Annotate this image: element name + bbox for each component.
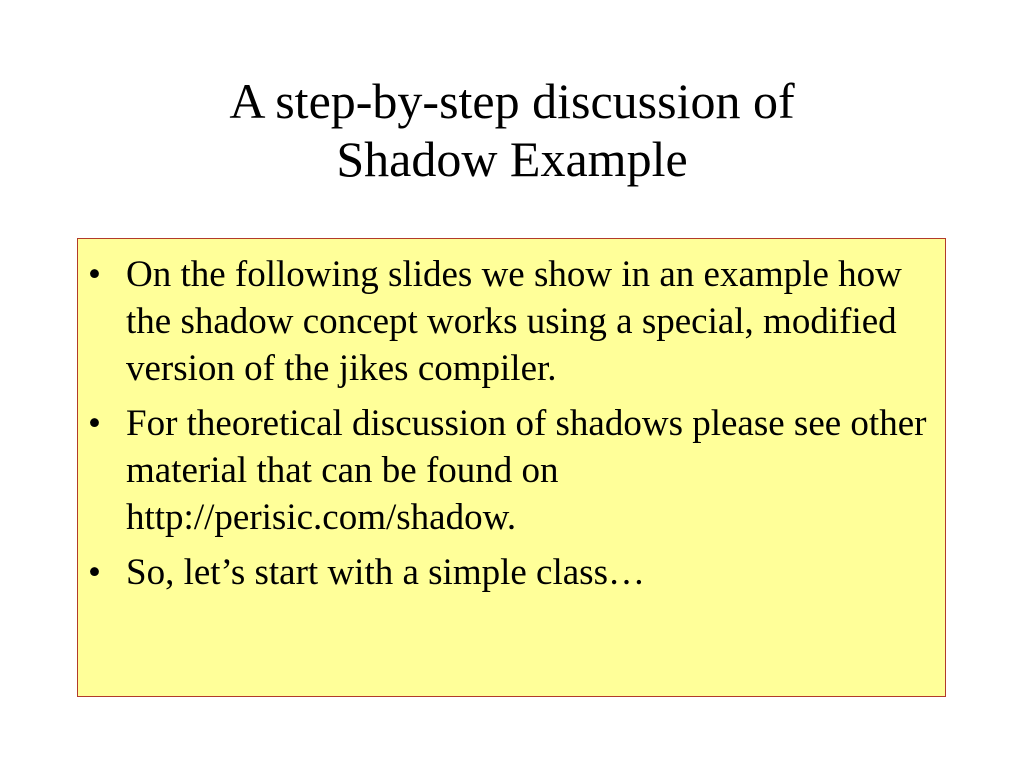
bullet-text: So, let’s start with a simple class…	[126, 552, 645, 593]
content-box	[77, 238, 946, 697]
bullet-list	[78, 239, 945, 596]
bullet-item-theoretical-discussion	[78, 400, 945, 541]
slide-title-line-1: A step-by-step discussion of	[229, 73, 795, 129]
bullet-dot-icon: •	[88, 254, 101, 295]
slide-title-line-2: Shadow Example	[336, 131, 688, 187]
bullet-dot-icon: •	[88, 552, 101, 593]
bullet-text: On the following slides we show in an example how the shadow concept works using a special, modified version of the jikes compiler.	[126, 254, 902, 389]
bullet-item-simple-class	[78, 549, 945, 596]
bullet-item-following-slides	[78, 251, 945, 392]
bullet-dot-icon: •	[88, 403, 101, 444]
slide-title	[60, 72, 964, 188]
bullet-text: For theoretical discussion of shadows please see other material that can be found on http://perisic.com/shadow.	[126, 403, 927, 538]
